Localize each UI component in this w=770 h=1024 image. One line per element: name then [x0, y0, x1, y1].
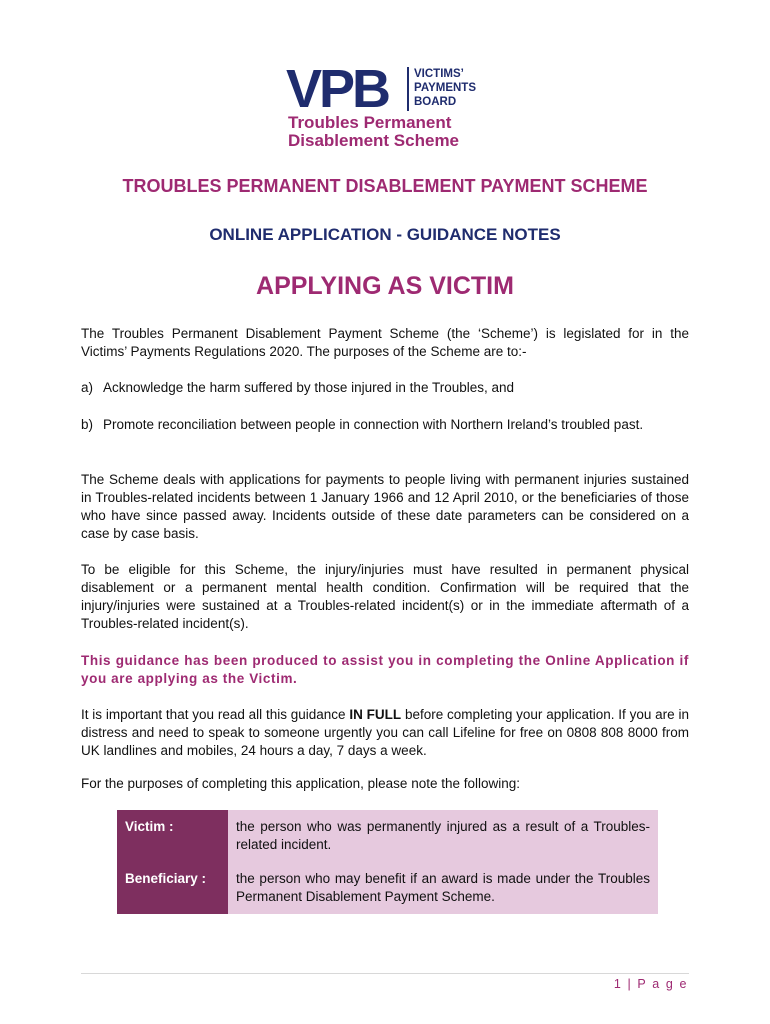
logo-board-line: PAYMENTS: [414, 82, 476, 94]
purpose-item: [81, 379, 689, 397]
purpose-text: Promote reconciliation between people in connection with Northern Ireland’s troubled past.: [103, 417, 644, 432]
page-number: 1 | P a g e: [613, 977, 688, 991]
scope-paragraph: The Scheme deals with applications for payments to people living with permanent injuries sustained in Troubles-related incidents between 1 January 1966 and 12 April 2010, or the beneficiaries of those who have since passed away. Incidents outside of these date parameters can be considered on a case by case basis.: [81, 472, 689, 541]
read-full-after: before completing your application. If you are in distress and need to speak to someone urgently you can call Lifeline for free on 0808 808 8000 from UK landlines and mobiles, 24 hours a day, 7 days a week.: [81, 707, 689, 758]
read-full-before: It is important that you read all this guidance: [81, 707, 350, 722]
logo-scheme-name: [288, 114, 459, 150]
intro-paragraph: The Troubles Permanent Disablement Payment Scheme (the ‘Scheme’) is legislated for in the Victims’ Payments Regulations 2020. The purposes of the Scheme are to:-: [81, 326, 689, 359]
logo-board-name: [414, 67, 476, 109]
vpb-logo-mark: VPB: [286, 59, 389, 119]
read-full-emphasis: IN FULL: [349, 707, 402, 722]
eligibility-paragraph: To be eligible for this Scheme, the injury/injuries must have resulted in permanent physical disablement or a permanent mental health condition. Confirmation will be required that the injury/injuries were sustained at a Troubles-related incident(s) or in the immediate aftermath of a Troubles-related incident(s).: [81, 562, 689, 631]
scheme-title: TROUBLES PERMANENT DISABLEMENT PAYMENT SCHEME: [122, 176, 648, 196]
page-label: P a g e: [637, 977, 688, 991]
purpose-marker: b): [81, 417, 94, 432]
definition-row: [117, 810, 658, 862]
purpose-marker: a): [81, 380, 94, 395]
vpb-logo: [286, 59, 486, 152]
purpose-item: [81, 416, 689, 434]
definition-row: [117, 862, 658, 914]
purpose-text: Acknowledge the harm suffered by those injured in the Troubles, and: [103, 380, 515, 395]
logo-divider: [407, 67, 409, 111]
guidance-title: ONLINE APPLICATION - GUIDANCE NOTES: [209, 225, 561, 244]
definitions-table: [117, 810, 658, 914]
footer-divider: [81, 973, 689, 974]
guidance-notice: This guidance has been produced to assist you in completing the Online Application if you are applying as the Victim.: [81, 653, 689, 686]
definition-description: the person who may benefit if an award is made under the Troubles Permanent Disablement Payment Scheme.: [228, 862, 658, 914]
definition-description: the person who was permanently injured as a result of a Troubles-related incident.: [228, 810, 658, 862]
definition-term: Victim :: [117, 810, 228, 862]
logo-scheme-line: Disablement Scheme: [288, 131, 460, 150]
definition-term: Beneficiary :: [117, 862, 228, 914]
applicant-title: APPLYING AS VICTIM: [256, 272, 514, 300]
logo-board-line: VICTIMS’: [414, 68, 464, 80]
logo-board-line: BOARD: [414, 96, 457, 108]
definitions-intro: For the purposes of completing this application, please note the following:: [81, 776, 521, 791]
read-in-full-paragraph: [81, 706, 689, 760]
logo-scheme-line: Troubles Permanent: [288, 113, 452, 132]
page-number-value: 1: [613, 977, 623, 991]
